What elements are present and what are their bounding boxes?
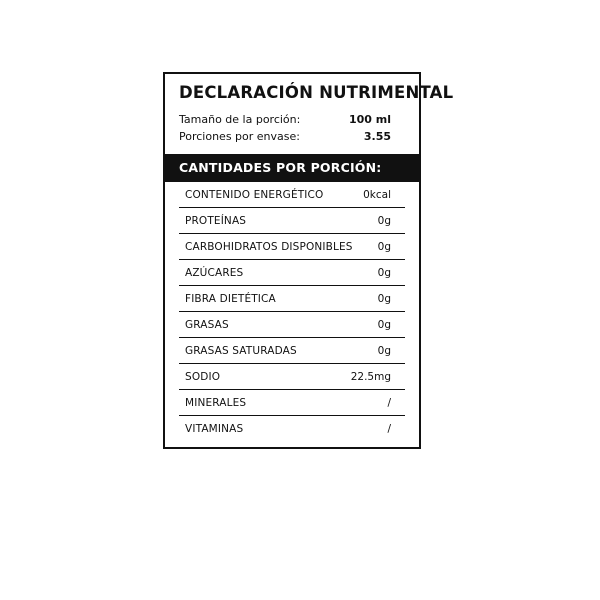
nutrient-name: VITAMINAS: [185, 423, 244, 436]
servings-per-container-label: Porciones por envase:: [179, 130, 300, 144]
nutrient-value: 0g: [377, 215, 391, 228]
nutrient-name: PROTEÍNAS: [185, 215, 247, 228]
amount-per-serving-header: CANTIDADES POR PORCIÓN:: [165, 154, 419, 182]
table-row: [179, 338, 405, 364]
label-header: [165, 74, 454, 152]
nutrient-name: AZÚCARES: [185, 267, 244, 280]
nutrient-value: 0g: [377, 345, 391, 358]
servings-per-container-value: 3.55: [363, 130, 391, 144]
nutrient-value: 0g: [377, 267, 391, 280]
servings-per-container-row: [179, 128, 405, 145]
nutrient-name: GRASAS: [185, 319, 229, 332]
table-row: [179, 364, 405, 390]
table-row: [179, 182, 405, 208]
nutrient-value: 22.5mg: [350, 371, 391, 384]
nutrient-value: 0g: [377, 293, 391, 306]
page-title: DECLARACIÓN NUTRIMENTAL: [179, 83, 454, 102]
nutrient-list: [165, 182, 419, 447]
nutrient-value: 0g: [377, 241, 391, 254]
nutrient-name: FIBRA DIETÉTICA: [185, 293, 276, 306]
nutrition-facts-label: [163, 72, 454, 449]
table-row: [179, 208, 405, 234]
table-row: [179, 260, 405, 286]
nutrient-value: /: [387, 423, 391, 436]
nutrient-name: MINERALES: [185, 397, 247, 410]
serving-size-row: [179, 111, 405, 128]
nutrient-value: /: [387, 397, 391, 410]
table-row: [179, 390, 405, 416]
nutrient-value: 0g: [377, 319, 391, 332]
serving-size-label: Tamaño de la porción:: [179, 113, 301, 127]
serving-size-value: 100 ml: [348, 113, 391, 127]
table-row: [179, 416, 405, 441]
nutrient-name: CARBOHIDRATOS DISPONIBLES: [185, 241, 353, 254]
nutrient-value: 0kcal: [363, 189, 391, 202]
nutrient-name: GRASAS SATURADAS: [185, 345, 297, 358]
table-row: [179, 286, 405, 312]
nutrient-name: CONTENIDO ENERGÉTICO: [185, 189, 324, 202]
table-row: [179, 312, 405, 338]
table-row: [179, 234, 405, 260]
nutrient-name: SODIO: [185, 371, 221, 384]
